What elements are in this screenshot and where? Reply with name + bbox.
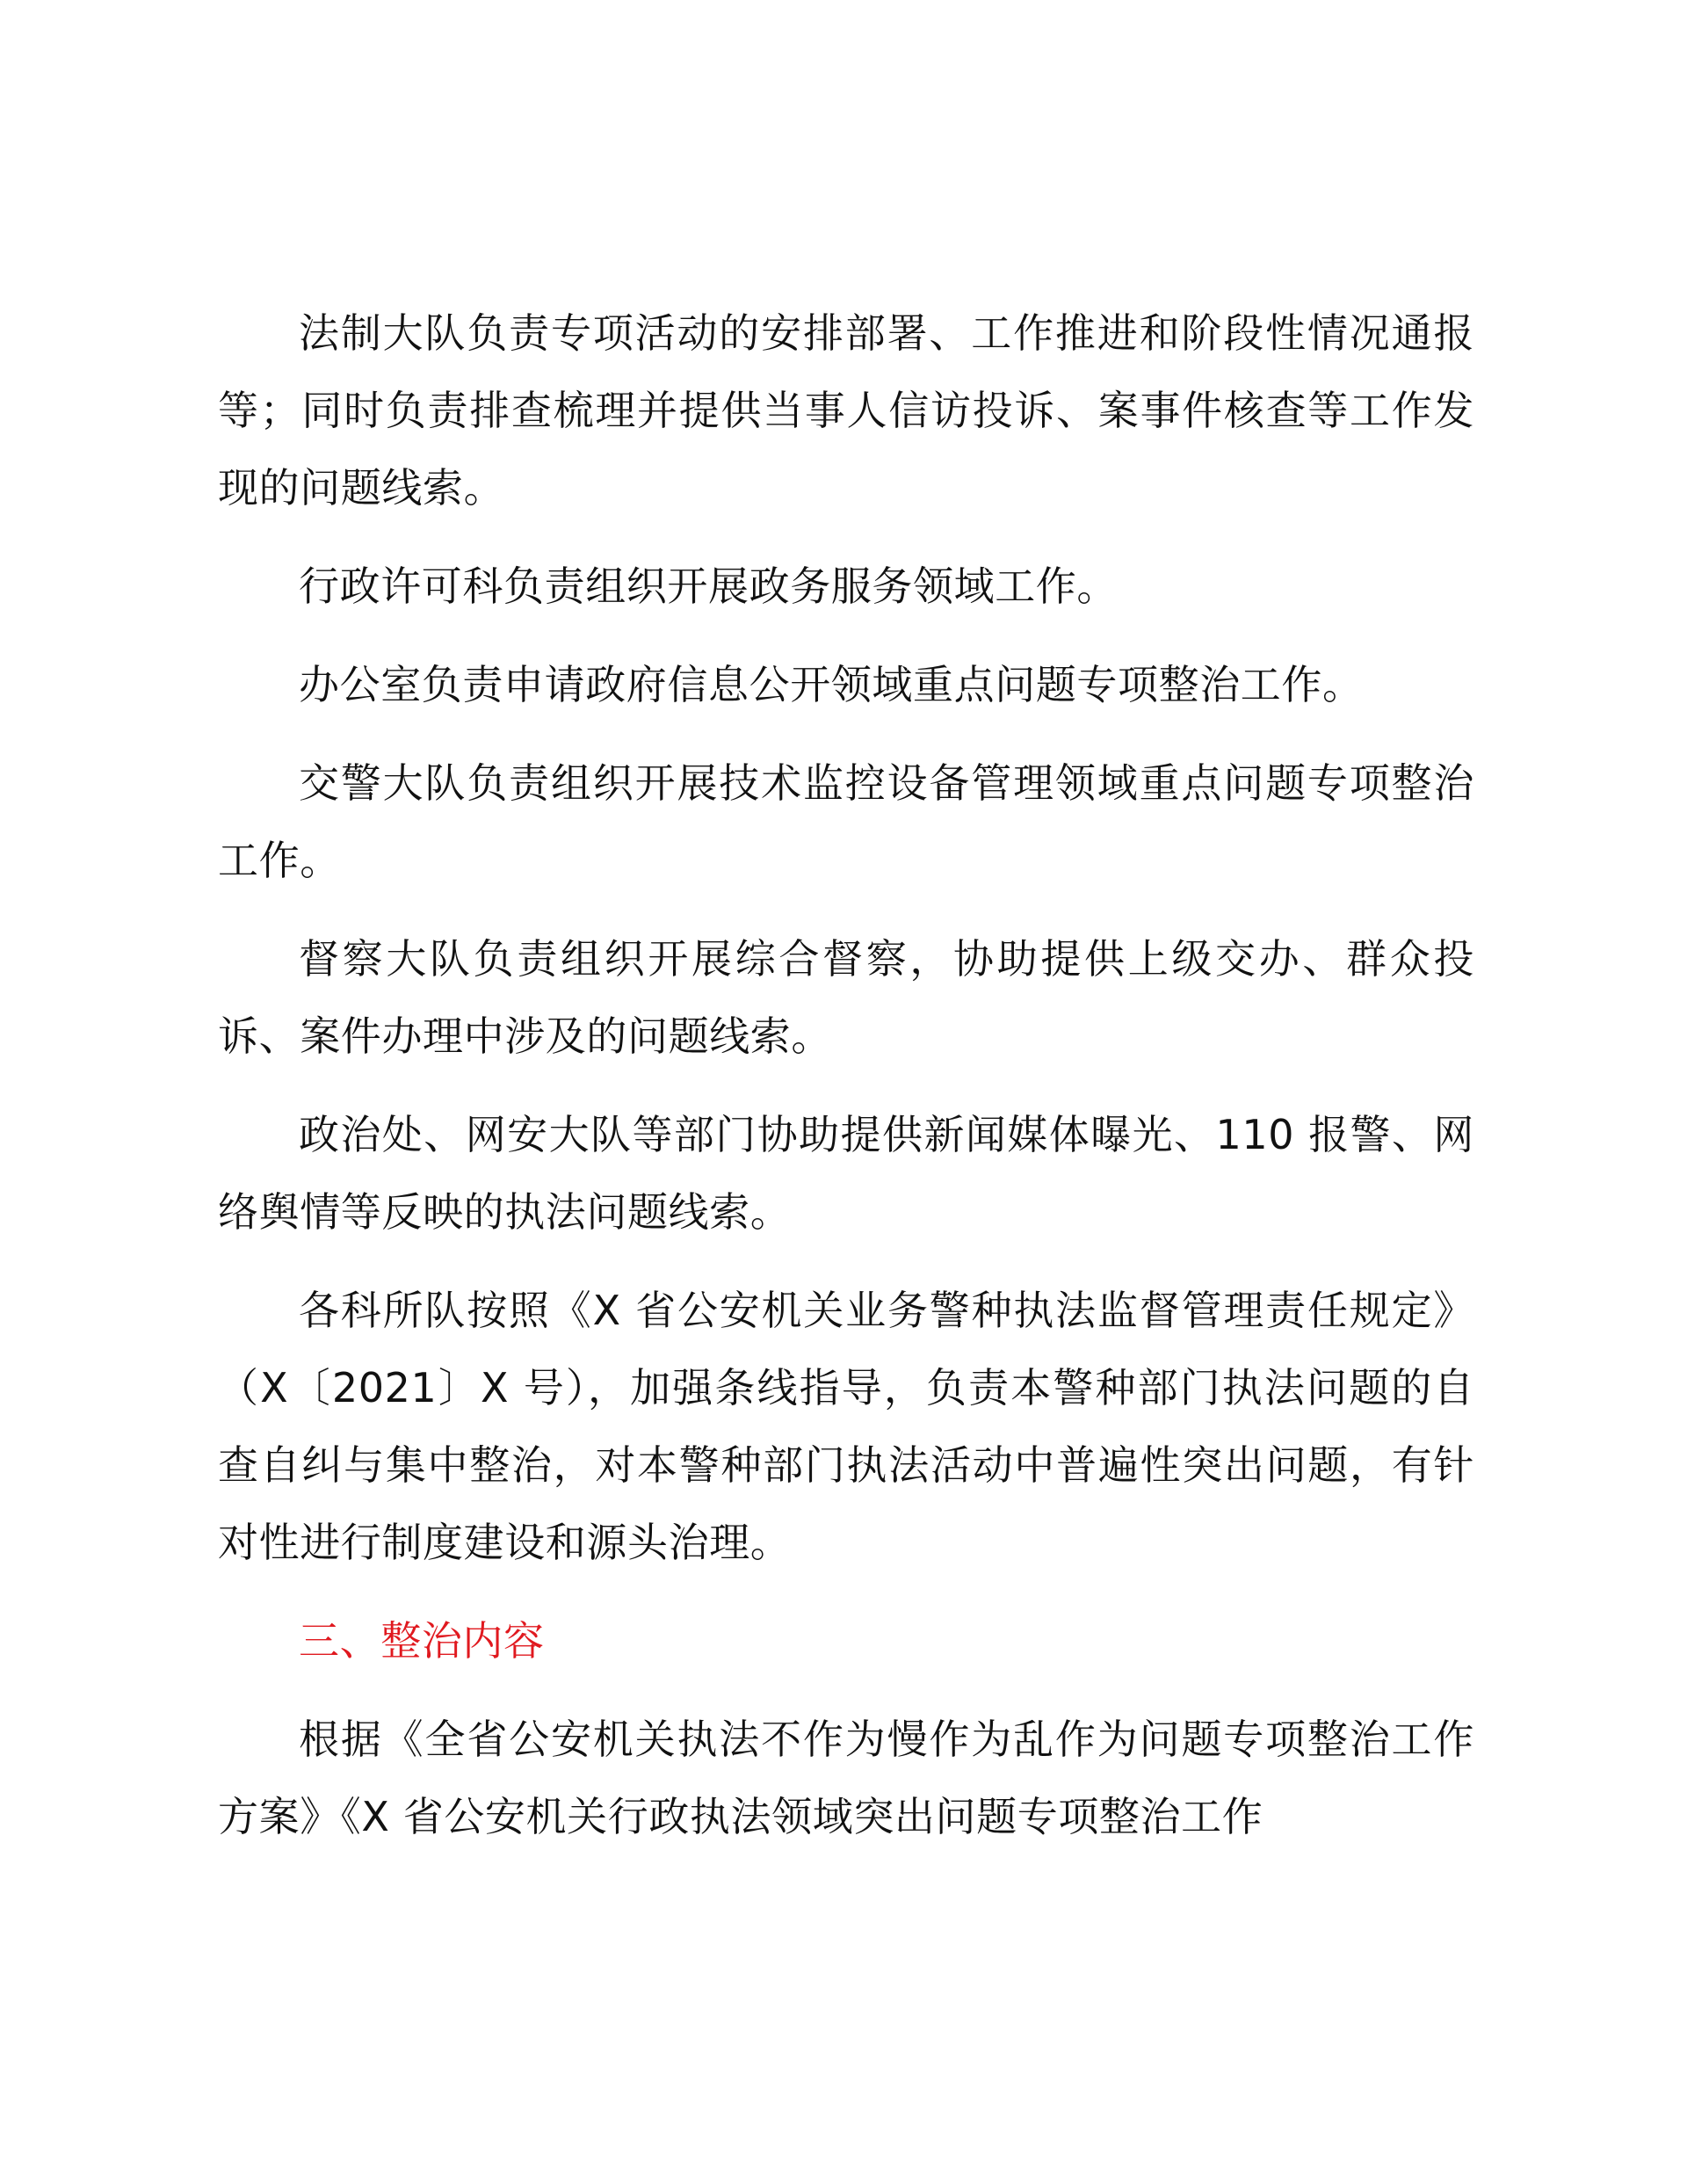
paragraph-all-departments: 各科所队按照《X 省公安机关业务警种执法监督管理责任规定》（X〔2021〕X 号），加强条线指导，负责本警种部门执法问题的自查自纠与集中整治，对本警种部门执法活动中普遍性突出问题，有针对性进行制度建设和源头治理。: [218, 1287, 1474, 1566]
section-heading: 三、整治内容: [299, 1617, 545, 1665]
paragraph-inspection-brigade: 督察大队负责组织开展综合督察，协助提供上级交办、群众投诉、案件办理中涉及的问题线索。: [218, 935, 1474, 1060]
paragraph-admin-license: 行政许可科负责组织开展政务服务领域工作。: [299, 562, 1118, 610]
paragraph-office: 办公室负责申请政府信息公开领域重点问题专项整治工作。: [299, 661, 1364, 708]
paragraph-basis: 根据《全省公安机关执法不作为慢作为乱作为问题专项整治工作方案》《X 省公安机关行政执法领域突出问题专项整治工作: [218, 1716, 1474, 1840]
document-body: [218, 294, 1474, 1876]
paragraph-traffic-police: 交警大队负责组织开展技术监控设备管理领域重点问题专项整治工作。: [218, 759, 1474, 884]
paragraph-legal-brigade: 法制大队负责专项活动的安排部署、工作推进和阶段性情况通报等；同时负责排查梳理并提供当事人信访投诉、案事件核查等工作发现的问题线索。: [218, 309, 1474, 512]
paragraph-political-dept: 政治处、网安大队等部门协助提供新闻媒体曝光、110 报警、网络舆情等反映的执法问题线索。: [218, 1111, 1474, 1236]
